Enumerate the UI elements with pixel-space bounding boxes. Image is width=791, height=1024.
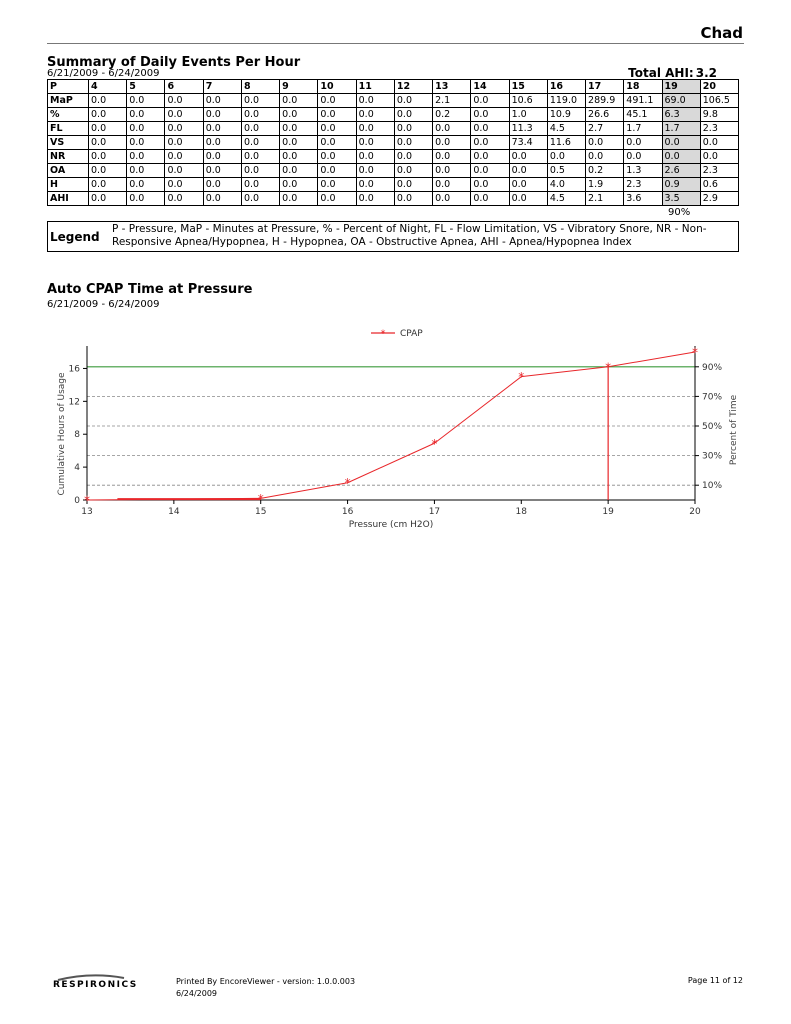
table-cell: 0.0 <box>318 108 356 122</box>
table-cell: 0.0 <box>89 192 127 206</box>
table-cell: 0.0 <box>203 136 241 150</box>
table-cell: 0.0 <box>356 150 394 164</box>
table-cell: 0.0 <box>127 94 165 108</box>
table-cell: 0.0 <box>394 122 432 136</box>
table-cell: 0.0 <box>471 122 509 136</box>
table-cell: 0.0 <box>280 94 318 108</box>
table-cell: 0.0 <box>127 178 165 192</box>
legend-marker: * <box>380 328 386 340</box>
table-cell: 0.0 <box>127 192 165 206</box>
row-label: OA <box>48 164 89 178</box>
table-cell: 0.0 <box>318 94 356 108</box>
legend-box <box>47 221 739 252</box>
y2-axis-label: Percent of Time <box>729 394 739 466</box>
table-cell: 2.9 <box>700 192 738 206</box>
table-cell: 0.0 <box>89 108 127 122</box>
table-cell: 0.0 <box>700 150 738 164</box>
table-cell: 0.0 <box>433 150 471 164</box>
table-cell: 0.0 <box>89 136 127 150</box>
pressure-header-label: P <box>48 80 89 94</box>
page-number: Page 11 of 12 <box>687 976 743 985</box>
legend-label: CPAP <box>400 329 423 339</box>
table-cell: 0.0 <box>394 178 432 192</box>
table-cell: 0.0 <box>356 192 394 206</box>
y2-tick-label: 50% <box>702 422 723 432</box>
patient-name: Chad <box>700 24 743 42</box>
row-label: H <box>48 178 89 192</box>
table-cell: 3.6 <box>624 192 662 206</box>
series-segment <box>348 443 435 482</box>
pressure-column-header: 9 <box>280 80 318 94</box>
table-cell: 3.5 <box>662 192 700 206</box>
table-cell: 0.0 <box>624 150 662 164</box>
pressure-column-header: 20 <box>700 80 738 94</box>
table-cell: 0.6 <box>700 178 738 192</box>
table-cell: 0.0 <box>165 192 203 206</box>
pressure-column-header: 18 <box>624 80 662 94</box>
row-label: VS <box>48 136 89 150</box>
table-cell: 4.0 <box>547 178 585 192</box>
table-cell: 1.0 <box>509 108 547 122</box>
table-cell: 69.0 <box>662 94 700 108</box>
y-tick-label: 16 <box>68 364 80 375</box>
table-cell: 0.0 <box>280 122 318 136</box>
summary-title: Summary of Daily Events Per Hour <box>47 55 301 70</box>
series-segment <box>521 367 608 377</box>
table-row <box>48 164 739 178</box>
table-cell: 0.0 <box>127 108 165 122</box>
total-ahi-label: Total AHI: <box>628 66 694 80</box>
table-row <box>48 136 739 150</box>
table-cell: 0.0 <box>433 136 471 150</box>
table-cell: 0.0 <box>433 192 471 206</box>
table-cell: 0.0 <box>318 178 356 192</box>
table-cell: 2.1 <box>433 94 471 108</box>
table-cell: 0.0 <box>433 122 471 136</box>
table-cell: 0.0 <box>280 136 318 150</box>
table-cell: 2.7 <box>586 122 624 136</box>
table-cell: 9.8 <box>700 108 738 122</box>
table-cell: 0.0 <box>165 164 203 178</box>
table-cell: 0.0 <box>471 164 509 178</box>
events-table <box>47 79 739 206</box>
table-cell: 0.0 <box>241 108 279 122</box>
table-cell: 0.0 <box>203 122 241 136</box>
x-tick-label: 16 <box>341 507 354 517</box>
table-cell: 0.0 <box>280 108 318 122</box>
pressure-column-header: 12 <box>394 80 432 94</box>
table-cell: 0.0 <box>89 178 127 192</box>
table-cell: 0.0 <box>241 164 279 178</box>
percentile-label: 90% <box>668 207 691 218</box>
row-label: MaP <box>48 94 89 108</box>
table-cell: 0.0 <box>241 136 279 150</box>
table-cell: 119.0 <box>547 94 585 108</box>
table-cell: 0.0 <box>89 122 127 136</box>
summary-date-range: 6/21/2009 - 6/24/2009 <box>47 68 160 79</box>
y-tick-label: 8 <box>74 430 80 441</box>
table-cell: 0.0 <box>127 150 165 164</box>
table-cell: 1.7 <box>624 122 662 136</box>
pressure-column-header: 14 <box>471 80 509 94</box>
table-cell: 26.6 <box>586 108 624 122</box>
y2-tick-label: 30% <box>702 451 723 462</box>
table-cell: 0.0 <box>394 164 432 178</box>
data-point: * <box>344 476 351 491</box>
table-cell: 0.0 <box>165 178 203 192</box>
data-point: * <box>518 370 525 385</box>
table-cell: 0.0 <box>394 136 432 150</box>
table-cell: 0.0 <box>509 150 547 164</box>
data-point: * <box>431 436 438 451</box>
table-cell: 2.6 <box>662 164 700 178</box>
table-cell: 0.5 <box>547 164 585 178</box>
table-cell: 0.0 <box>471 150 509 164</box>
table-cell: 0.0 <box>280 192 318 206</box>
chart-section-title: Auto CPAP Time at Pressure <box>47 282 253 297</box>
table-cell: 0.0 <box>203 164 241 178</box>
table-cell: 2.3 <box>700 122 738 136</box>
table-cell: 0.0 <box>280 150 318 164</box>
table-cell: 2.3 <box>700 164 738 178</box>
table-cell: 4.5 <box>547 192 585 206</box>
table-cell: 0.0 <box>586 150 624 164</box>
table-cell: 10.6 <box>509 94 547 108</box>
table-cell: 0.0 <box>394 192 432 206</box>
table-cell: 0.0 <box>165 136 203 150</box>
table-cell: 0.9 <box>662 178 700 192</box>
table-cell: 0.0 <box>318 122 356 136</box>
table-row <box>48 122 739 136</box>
y-axis-label: Cumulative Hours of Usage <box>57 372 67 496</box>
table-cell: 45.1 <box>624 108 662 122</box>
y-tick-label: 0 <box>74 496 80 506</box>
table-cell: 0.0 <box>356 136 394 150</box>
table-cell: 0.0 <box>356 164 394 178</box>
table-cell: 0.0 <box>241 150 279 164</box>
y2-tick-label: 10% <box>702 481 723 492</box>
table-cell: 106.5 <box>700 94 738 108</box>
table-cell: 0.0 <box>127 164 165 178</box>
pressure-column-header: 15 <box>509 80 547 94</box>
y-tick-label: 12 <box>68 397 80 408</box>
table-cell: 0.0 <box>127 122 165 136</box>
pressure-column-header: 19 <box>662 80 700 94</box>
x-tick-label: 20 <box>689 507 701 517</box>
total-ahi <box>626 66 717 80</box>
table-cell: 0.0 <box>433 178 471 192</box>
pressure-column-header: 7 <box>203 80 241 94</box>
data-point: * <box>257 491 264 506</box>
table-cell: 0.0 <box>203 108 241 122</box>
table-cell: 0.0 <box>241 192 279 206</box>
table-cell: 0.0 <box>356 178 394 192</box>
table-cell: 11.3 <box>509 122 547 136</box>
x-tick-label: 14 <box>168 507 180 517</box>
table-cell: 0.0 <box>662 136 700 150</box>
x-axis-label: Pressure (cm H2O) <box>348 520 434 530</box>
table-row <box>48 178 739 192</box>
table-cell: 0.0 <box>509 192 547 206</box>
legend-text: P - Pressure, MaP - Minutes at Pressure, % - Percent of Night, FL - Flow Limitation, VS - Vibratory Snore, NR - Non-Responsive Apnea/Hypopnea, H - Hypopnea, OA - Obstructive Apnea, AHI - Apnea/Hypopnea Index <box>112 223 707 248</box>
pressure-column-header: 5 <box>127 80 165 94</box>
table-cell: 0.0 <box>318 150 356 164</box>
respironics-logo: RESPIRONICS <box>53 980 138 990</box>
table-cell: 0.0 <box>547 150 585 164</box>
data-point: * <box>605 360 612 375</box>
table-cell: 0.0 <box>203 192 241 206</box>
table-cell: 0.0 <box>203 94 241 108</box>
footer-print-info <box>176 976 355 1000</box>
table-cell: 0.0 <box>471 108 509 122</box>
cpap-time-at-pressure-chart <box>47 322 737 537</box>
table-cell: 0.0 <box>165 94 203 108</box>
table-cell: 0.0 <box>471 136 509 150</box>
table-cell: 0.0 <box>318 164 356 178</box>
table-cell: 6.3 <box>662 108 700 122</box>
table-cell: 0.0 <box>241 178 279 192</box>
data-point: * <box>84 493 90 508</box>
table-cell: 4.5 <box>547 122 585 136</box>
table-cell: 0.0 <box>586 136 624 150</box>
row-label: NR <box>48 150 89 164</box>
table-cell: 0.0 <box>509 178 547 192</box>
table-cell: 0.2 <box>586 164 624 178</box>
pressure-column-header: 13 <box>433 80 471 94</box>
y-tick-label: 4 <box>74 463 80 474</box>
table-cell: 0.0 <box>89 164 127 178</box>
table-cell: 0.0 <box>662 150 700 164</box>
table-cell: 0.0 <box>509 164 547 178</box>
table-header-row <box>48 80 739 94</box>
table-cell: 0.0 <box>203 150 241 164</box>
total-ahi-value: 3.2 <box>695 66 717 80</box>
table-cell: 0.0 <box>165 122 203 136</box>
table-cell: 0.0 <box>471 178 509 192</box>
table-cell: 1.3 <box>624 164 662 178</box>
table-cell: 73.4 <box>509 136 547 150</box>
table-cell: 0.0 <box>356 122 394 136</box>
table-cell: 0.0 <box>471 192 509 206</box>
pressure-column-header: 16 <box>547 80 585 94</box>
table-row <box>48 108 739 122</box>
table-cell: 2.3 <box>624 178 662 192</box>
pressure-column-header: 8 <box>241 80 279 94</box>
table-cell: 0.0 <box>241 94 279 108</box>
legend-title: Legend <box>50 230 100 244</box>
table-cell: 289.9 <box>586 94 624 108</box>
y2-tick-label: 90% <box>702 362 723 373</box>
table-cell: 0.0 <box>356 108 394 122</box>
table-cell: 0.0 <box>624 136 662 150</box>
table-cell: 0.0 <box>394 150 432 164</box>
table-cell: 0.0 <box>356 94 394 108</box>
chart-section-date-range: 6/21/2009 - 6/24/2009 <box>47 299 160 310</box>
table-cell: 1.7 <box>662 122 700 136</box>
table-cell: 0.0 <box>165 108 203 122</box>
table-cell: 0.0 <box>165 150 203 164</box>
table-cell: 0.0 <box>89 150 127 164</box>
table-cell: 0.0 <box>700 136 738 150</box>
table-cell: 0.0 <box>280 178 318 192</box>
series-segment <box>434 377 521 444</box>
table-cell: 0.0 <box>433 164 471 178</box>
table-cell: 0.0 <box>280 164 318 178</box>
table-cell: 0.0 <box>394 94 432 108</box>
header-divider <box>47 43 744 44</box>
table-row <box>48 150 739 164</box>
pressure-column-header: 4 <box>89 80 127 94</box>
table-cell: 0.0 <box>318 192 356 206</box>
row-label: AHI <box>48 192 89 206</box>
x-tick-label: 19 <box>602 507 614 517</box>
table-cell: 2.1 <box>586 192 624 206</box>
table-cell: 0.0 <box>203 178 241 192</box>
x-tick-label: 13 <box>81 507 93 517</box>
printed-by: Printed By EncoreViewer - version: 1.0.0.003 <box>176 977 356 986</box>
table-cell: 0.0 <box>471 94 509 108</box>
table-cell: 0.0 <box>318 136 356 150</box>
row-label: FL <box>48 122 89 136</box>
table-row <box>48 94 739 108</box>
table-cell: 0.2 <box>433 108 471 122</box>
x-tick-label: 17 <box>428 507 441 517</box>
table-cell: 0.0 <box>394 108 432 122</box>
row-label: % <box>48 108 89 122</box>
table-cell: 0.0 <box>89 94 127 108</box>
table-row <box>48 192 739 206</box>
table-cell: 11.6 <box>547 136 585 150</box>
pressure-column-header: 11 <box>356 80 394 94</box>
data-point: * <box>692 345 698 360</box>
table-cell: 1.9 <box>586 178 624 192</box>
table-cell: 0.0 <box>127 136 165 150</box>
pressure-column-header: 6 <box>165 80 203 94</box>
x-tick-label: 15 <box>254 507 267 517</box>
print-date: 6/24/2009 <box>176 989 218 998</box>
table-cell: 0.0 <box>241 122 279 136</box>
series-segment <box>608 352 695 367</box>
table-cell: 491.1 <box>624 94 662 108</box>
table-cell: 10.9 <box>547 108 585 122</box>
pressure-column-header: 17 <box>586 80 624 94</box>
pressure-column-header: 10 <box>318 80 356 94</box>
y2-tick-label: 70% <box>702 392 723 403</box>
x-tick-label: 18 <box>515 507 528 517</box>
